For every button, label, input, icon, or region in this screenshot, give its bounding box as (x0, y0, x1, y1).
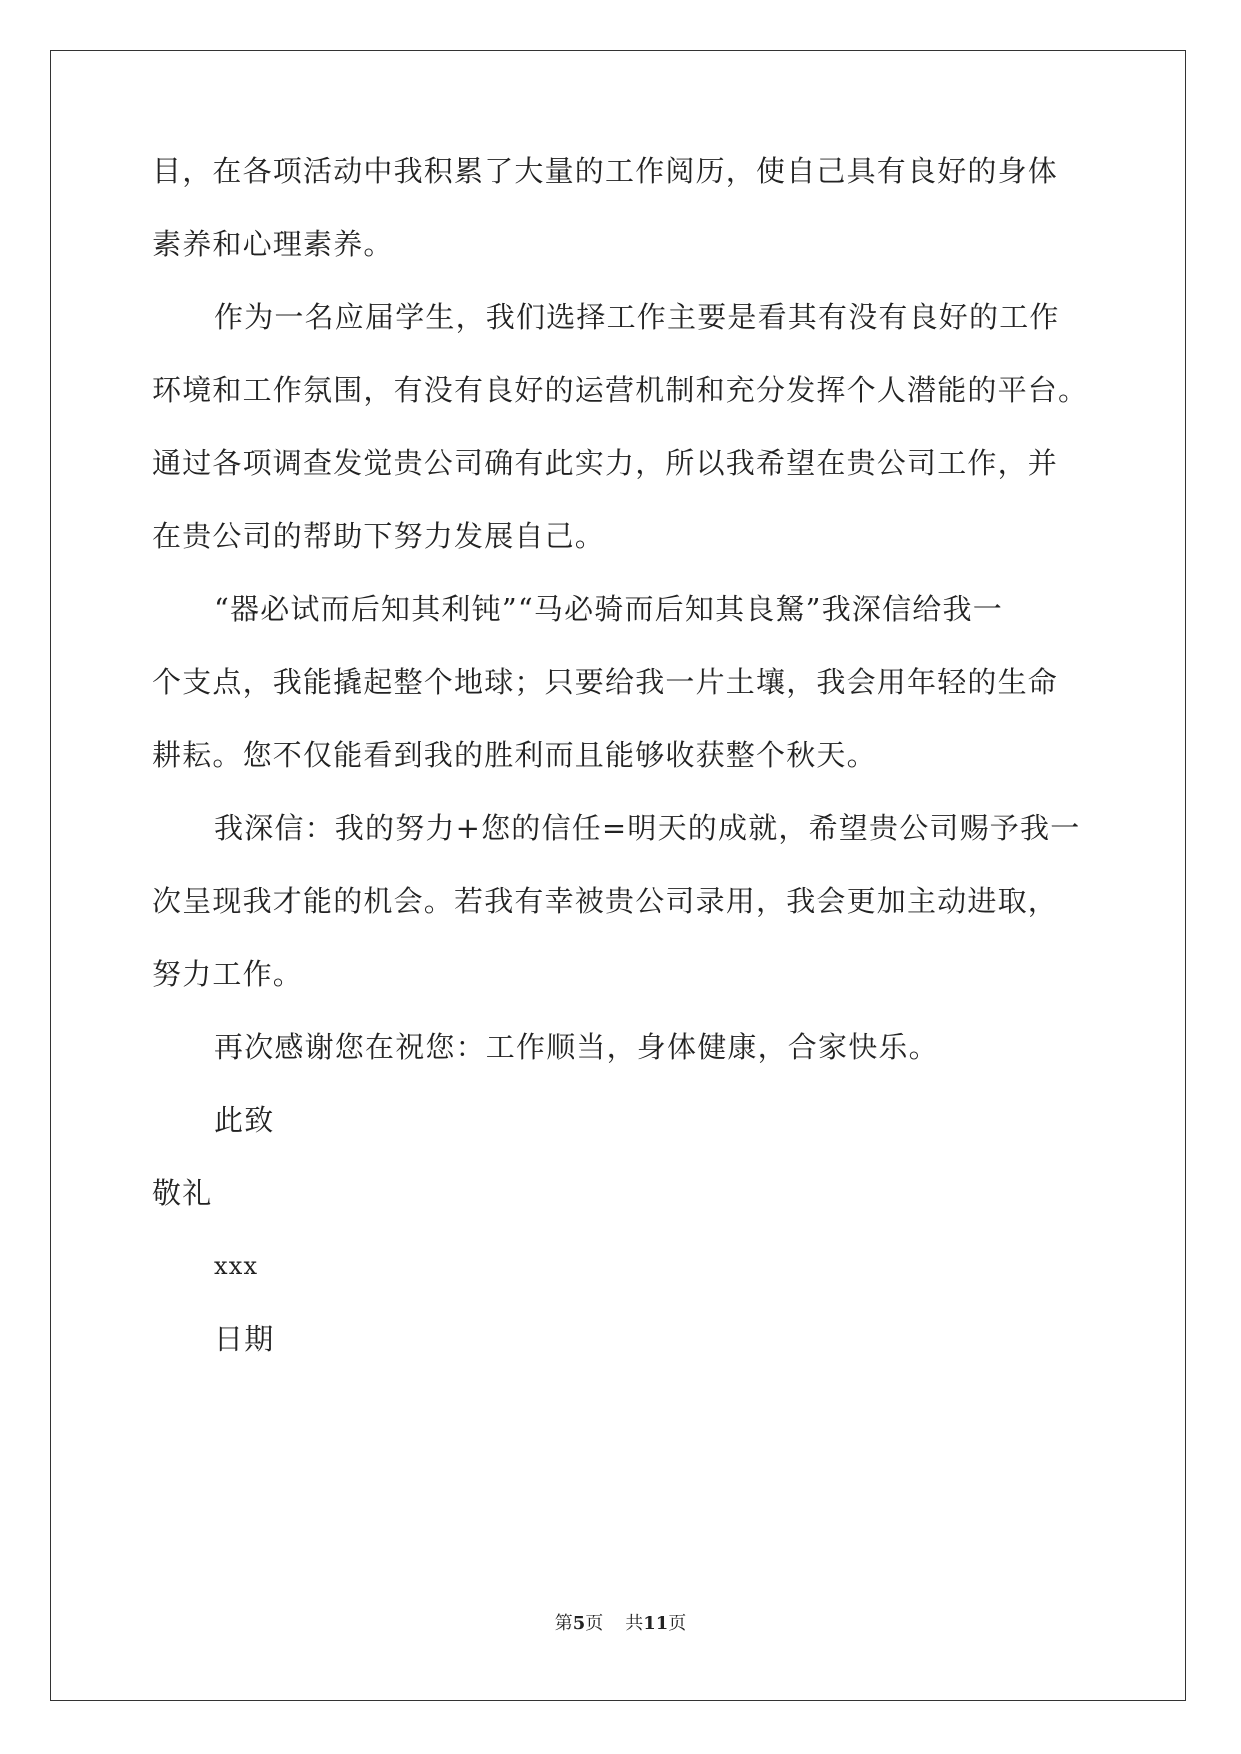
text-line: 环境和工作氛围，有没有良好的运营机制和充分发挥个人潜能的平台。 (152, 373, 1089, 407)
text-line: 努力工作。 (152, 957, 304, 991)
paragraph-start: 作为一名应届学生，我们选择工作主要是看其有没有良好的工作 (214, 300, 1060, 334)
signature-name: xxx (214, 1252, 259, 1280)
text-line: 耕耘。您不仅能看到我的胜利而且能够收获整个秋天。 (152, 738, 877, 772)
paragraph-start: “器必试而后知其利钝”“马必骑而后知其良駑”我深信给我一 (214, 592, 1003, 626)
paragraph-start: 我深信：我的努力+您的信任=明天的成就，希望贵公司赐予我一 (214, 811, 1081, 845)
text-line: 个支点，我能撬起整个地球；只要给我一片土壤，我会用年轻的生命 (152, 665, 1059, 699)
closing-wishes: 再次感谢您在祝您：工作顺当，身体健康，合家快乐。 (214, 1030, 939, 1064)
text-line: 通过各项调查发觉贵公司确有此实力，所以我希望在贵公司工作，并 (152, 446, 1059, 480)
page-suffix: 页 (585, 1613, 604, 1634)
total-suffix: 页 (668, 1613, 687, 1634)
text-line: 次呈现我才能的机会。若我有幸被贵公司录用，我会更加主动进取， (152, 884, 1059, 918)
text-line: 素养和心理素养。 (152, 227, 394, 261)
page-number: 5 (572, 1613, 586, 1634)
salutation-cizhi: 此致 (214, 1103, 275, 1137)
signature-date: 日期 (214, 1322, 275, 1356)
salutation-jingli: 敬礼 (152, 1176, 213, 1210)
total-prefix: 共 (625, 1613, 644, 1634)
text-line: 目，在各项活动中我积累了大量的工作阅历，使自己具有良好的身体 (152, 154, 1059, 188)
total-pages: 11 (643, 1613, 669, 1634)
text-line: 在贵公司的帮助下努力发展自己。 (152, 519, 606, 553)
page-footer (0, 1612, 1241, 1636)
page-prefix: 第 (554, 1613, 573, 1634)
